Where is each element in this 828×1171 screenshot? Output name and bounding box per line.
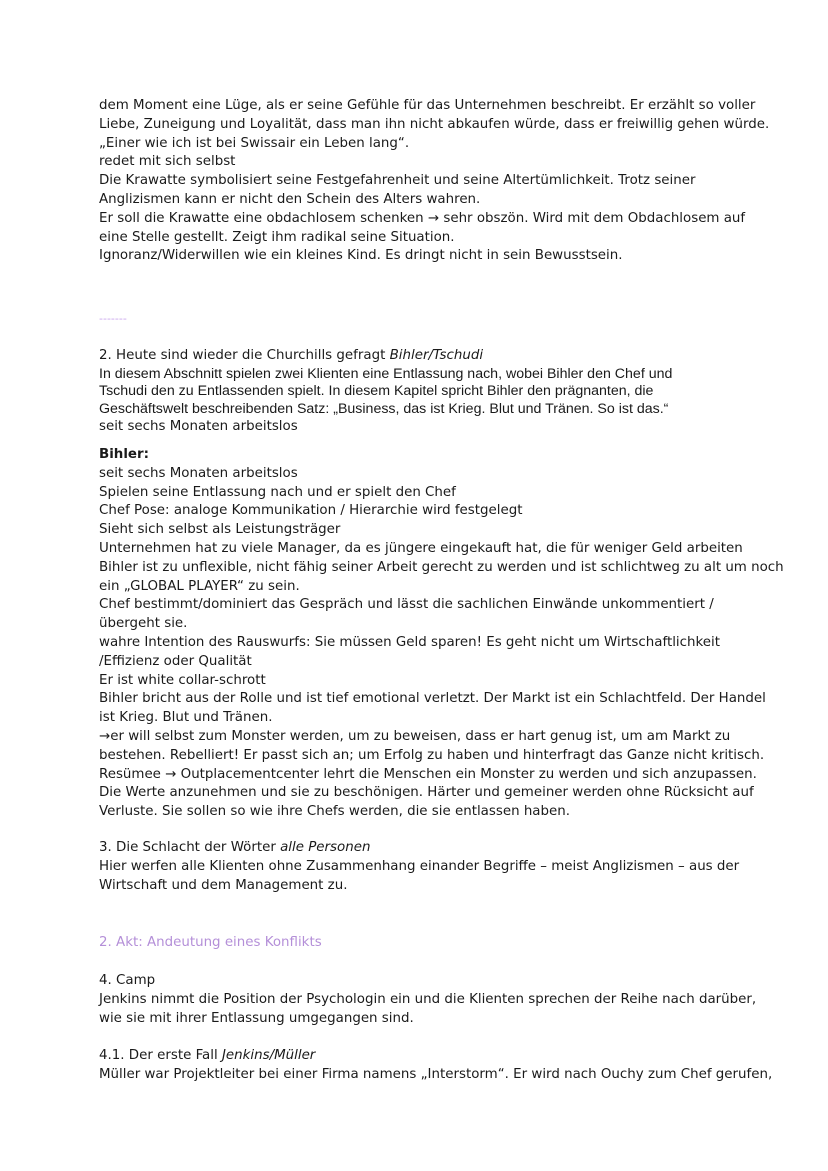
text-line: Die Werte anzunehmen und sie zu beschönigen. Härter und gemeiner werden ohne Rücksicht auf xyxy=(99,785,754,801)
text-line: Resümee → Outplacementcenter lehrt die Menschen ein Monster zu werden und sich anzupassen. xyxy=(99,766,757,782)
act-heading-text: 2. Akt: Andeutung eines Konflikts xyxy=(99,935,322,950)
quote-line: „Einer wie ich ist bei Swissair ein Leben lang“. xyxy=(99,135,410,151)
text-line: Spielen seine Entlassung nach und er spielt den Chef xyxy=(99,484,456,500)
summary-line: In diesem Abschnitt spielen zwei Klienten eine Entlassung nach, wobei Bihler den Chef und xyxy=(99,365,673,382)
separator-dashes: ------- xyxy=(99,312,127,325)
text-line: Bihler bricht aus der Rolle und ist tief emotional verletzt. Der Markt ist ein Schlachtfeld. Der Handel xyxy=(99,691,766,707)
section-heading xyxy=(99,839,739,858)
text-line: Jenkins nimmt die Position der Psychologin ein und die Klienten sprechen der Reihe nach darüber, xyxy=(99,991,757,1007)
text-line: →er will selbst zum Monster werden, um zu beweisen, dass er hart genug ist, um am Markt zu xyxy=(99,728,731,744)
text-line: bestehen. Rebelliert! Er passt sich an; um Erfolg zu haben und hinterfragt das Ganze nicht kritisch. xyxy=(99,747,765,763)
text-line: wie sie mit ihrer Entlassung umgegangen sind. xyxy=(99,1010,414,1026)
section-summary xyxy=(99,366,739,418)
section-2 xyxy=(99,347,739,437)
section-4 xyxy=(99,972,757,1028)
note-line: seit sechs Monaten arbeitslos xyxy=(99,419,298,435)
heading-title: 3. Die Schlacht der Wörter xyxy=(99,840,281,855)
intro-paragraph xyxy=(99,97,770,266)
text-line: dem Moment eine Lüge, als er seine Gefühle für das Unternehmen beschreibt. Er erzählt so voller xyxy=(99,98,756,113)
text-line: eine Stelle gestellt. Zeigt ihm radikal seine Situation. xyxy=(99,229,455,245)
section-4-1 xyxy=(99,1047,773,1085)
text-line: Verluste. Sie sollen so wie ihre Chefs werden, die sie entlassen haben. xyxy=(99,804,570,820)
text-line: Ignoranz/Widerwillen wie ein kleines Kind. Es dringt nicht in sein Bewusstsein. xyxy=(99,248,623,264)
text-line: Liebe, Zuneigung und Loyalität, dass man ihn nicht abkaufen würde, dass er freiwillig gehen würde. xyxy=(99,116,770,132)
text-line: Wirtschaft und dem Management zu. xyxy=(99,877,348,893)
text-line: Er soll die Krawatte eine obdachlosem schenken → sehr obszön. Wird mit dem Obdachlosem auf xyxy=(99,210,746,226)
heading-title: 2. Heute sind wieder die Churchills gefragt xyxy=(99,348,390,363)
section-heading: 4. Camp xyxy=(99,973,156,988)
text-line: Chef Pose: analoge Kommunikation / Hierarchie wird festgelegt xyxy=(99,503,523,519)
summary-line: Geschäftswelt beschreibenden Satz: „Business, das ist Krieg. Blut und Tränen. So ist das.“ xyxy=(99,400,669,417)
text-line: redet mit sich selbst xyxy=(99,154,236,170)
heading-characters: Bihler/Tschudi xyxy=(389,348,484,363)
text-line: Die Krawatte symbolisiert seine Festgefahrenheit und seine Altertümlichkeit. Trotz seiner xyxy=(99,173,696,189)
act-2-heading xyxy=(99,934,739,953)
text-line: Sieht sich selbst als Leistungsträger xyxy=(99,522,341,538)
bihler-heading: Bihler: xyxy=(99,447,149,462)
heading-title: 4.1. Der erste Fall xyxy=(99,1048,222,1063)
text-line: seit sechs Monaten arbeitslos xyxy=(99,465,298,481)
text-line: ein „GLOBAL PLAYER“ zu sein. xyxy=(99,578,300,594)
section-heading xyxy=(99,1047,739,1066)
text-line: Bihler ist zu unflexible, nicht fähig seiner Arbeit gerecht zu werden und ist schlichtweg zu alt um noch xyxy=(99,559,784,575)
text-line: Chef bestimmt/dominiert das Gespräch und lässt die sachlichen Einwände unkommentiert / xyxy=(99,597,714,613)
section-heading xyxy=(99,347,739,366)
text-line: Er ist white collar-schrott xyxy=(99,672,266,688)
text-line: Anglizismen kann er nicht den Schein des Alters wahren. xyxy=(99,191,481,207)
text-line: ist Krieg. Blut und Tränen. xyxy=(99,710,273,726)
section-3 xyxy=(99,839,739,895)
text-line: wahre Intention des Rauswurfs: Sie müssen Geld sparen! Es geht nicht um Wirtschaftlichkeit xyxy=(99,634,720,650)
text-line: /Effizienz oder Qualität xyxy=(99,653,252,669)
bihler-notes xyxy=(99,446,784,822)
heading-characters: alle Personen xyxy=(280,840,371,855)
text-line: Müller war Projektleiter bei einer Firma namens „Interstorm“. Er wird nach Ouchy zum Chef gerufen, xyxy=(99,1066,773,1082)
text-line: übergeht sie. xyxy=(99,616,188,632)
text-line: Hier werfen alle Klienten ohne Zusammenhang einander Begriffe – meist Anglizismen – aus der xyxy=(99,858,740,874)
text-line: Unternehmen hat zu viele Manager, da es jüngere eingekauft hat, die für weniger Geld arbeiten xyxy=(99,540,743,556)
summary-line: Tschudi den zu Entlassenden spielt. In diesem Kapitel spricht Bihler den prägnanten, die xyxy=(99,383,654,400)
heading-characters: Jenkins/Müller xyxy=(221,1048,316,1063)
